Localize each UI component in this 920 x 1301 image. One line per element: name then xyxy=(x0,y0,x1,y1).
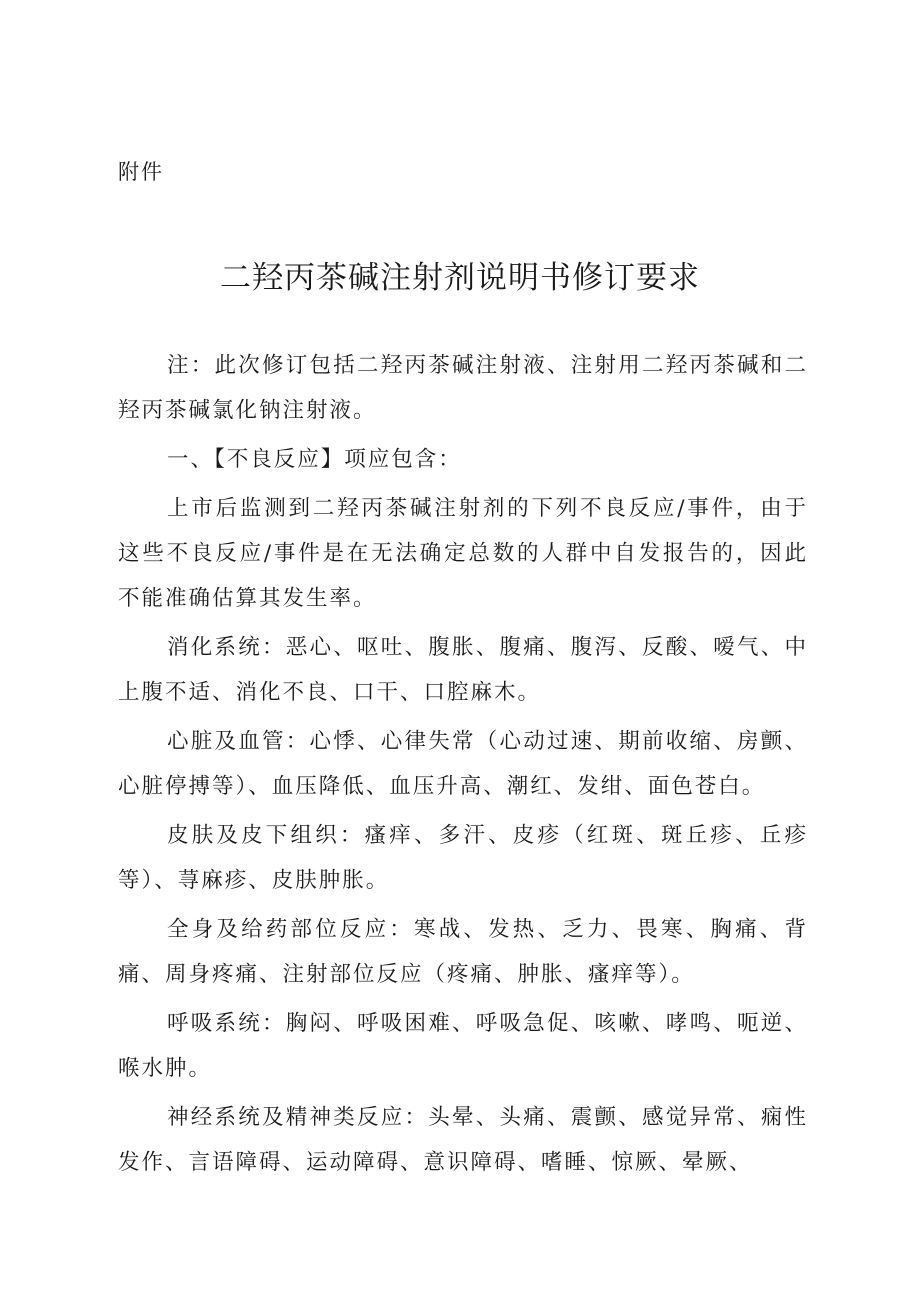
section-heading-adverse-reactions: 一、【不良反应】项应包含： xyxy=(167,447,462,472)
attachment-label: 附件 xyxy=(118,160,164,184)
document-title: 二羟丙茶碱注射剂说明书修订要求 xyxy=(220,260,700,296)
skin-paragraph: 皮肤及皮下组织：瘙痒、多汗、皮疹（红斑、斑丘疹、丘疹等）、荨麻疹、皮肤肿胀。 xyxy=(118,823,808,893)
intro-paragraph: 上市后监测到二羟丙茶碱注射剂的下列不良反应/事件，由于这些不良反应/事件是在无法确定总数的人群中自发报告的，因此不能准确估算其发生率。 xyxy=(118,496,808,611)
systemic-reactions-paragraph: 全身及给药部位反应：寒战、发热、乏力、畏寒、胸痛、背痛、周身疼痛、注射部位反应（疼痛、肿胀、瘙痒等）。 xyxy=(118,917,808,987)
nervous-system-paragraph: 神经系统及精神类反应：头晕、头痛、震颤、感觉异常、痫性发作、言语障碍、运动障碍、意识障碍、嗜睡、惊厥、晕厥、 xyxy=(118,1105,808,1175)
digestive-system-paragraph: 消化系统：恶心、呕吐、腹胀、腹痛、腹泻、反酸、嗳气、中上腹不适、消化不良、口干、口腔麻木。 xyxy=(118,635,808,705)
document-body xyxy=(118,343,808,1189)
respiratory-paragraph: 呼吸系统：胸闷、呼吸困难、呼吸急促、咳嗽、哮鸣、呃逆、喉水肿。 xyxy=(118,1011,808,1081)
cardiovascular-paragraph: 心脏及血管：心悸、心律失常（心动过速、期前收缩、房颤、心脏停搏等）、血压降低、血压升高、潮红、发绀、面色苍白。 xyxy=(118,729,808,799)
note-paragraph: 注：此次修订包括二羟丙茶碱注射液、注射用二羟丙茶碱和二羟丙茶碱氯化钠注射液。 xyxy=(118,353,808,423)
